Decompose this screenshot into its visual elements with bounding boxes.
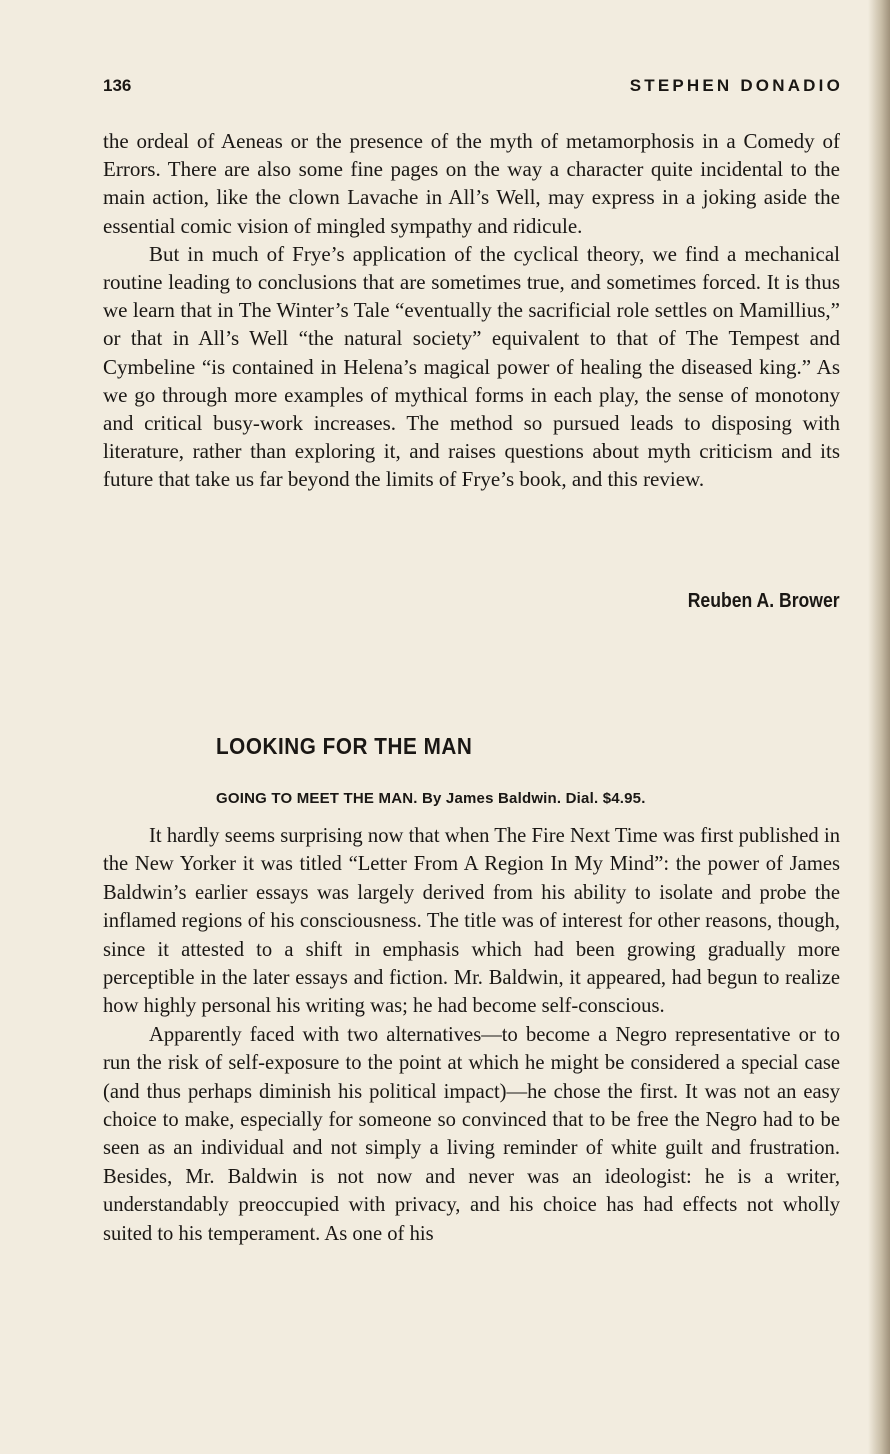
reviewer-signature: Reuben A. Brower	[688, 590, 840, 612]
review-1-paragraph-2: But in much of Frye’s application of the cyclical theory, we find a mechanical routine leading to conclusions that are sometimes true, and sometimes forced. It is thus we learn that in The Winter’s Tale “eventually the sacrificial role settles on Mamillius,” or that in All’s Well “the natural society” equivalent to that of The Tempest and Cymbeline “is contained in Helena’s magical power of healing the diseased king.” As we go through more examples of mythical forms in each play, the sense of monotony and critical busy-work increases. The method so pursued leads to disposing with literature, rather than exploring it, and raises questions about myth criticism and its future that take us far beyond the limits of Frye’s book, and this review.	[103, 241, 840, 492]
review-2-body	[103, 822, 840, 1248]
review-1-body	[103, 127, 840, 494]
book-citation: GOING TO MEET THE MAN. By James Baldwin. Dial. $4.95.	[216, 790, 646, 807]
page-edge-shadow	[868, 0, 890, 1454]
review-2-paragraph-2: Apparently faced with two alternatives—to become a Negro representative or to run the risk of self-exposure to the point at which he might be considered a special case (and thus perhaps diminish his political impact)—he chose the first. It was not an easy choice to make, especially for someone so convinced that to be free the Negro had to be seen as an individual and not simply a living reminder of white guilt and frustration. Besides, Mr. Baldwin is not now and never was an ideologist: he is a writer, understandably preoccupied with privacy, and his choice has had effects not wholly suited to his temperament. As one of his	[103, 1023, 840, 1245]
page-header	[103, 76, 843, 102]
review-1-paragraph-1: the ordeal of Aeneas or the presence of the myth of metamorphosis in a Comedy of Errors. There are also some fine pages on the way a character quite incidental to the main action, like the clown Lavache in All’s Well, may express in a joking aside the essential comic vision of mingled sympathy and ridicule.	[103, 129, 840, 238]
running-head: STEPHEN DONADIO	[629, 76, 843, 95]
review-2-paragraph-1: It hardly seems surprising now that when The Fire Next Time was first published in the New Yorker it was titled “Letter From A Region In My Mind”: the power of James Baldwin’s earlier essays was largely derived from his ability to isolate and probe the inflamed regions of his consciousness. The title was of interest for other reasons, though, since it attested to a shift in emphasis which had been growing gradually more perceptible in the later essays and fiction. Mr. Baldwin, it appeared, had begun to realize how highly personal his writing was; he had become self-conscious.	[103, 825, 840, 1018]
review-title: LOOKING FOR THE MAN	[216, 733, 473, 759]
page-number: 136	[103, 76, 132, 95]
